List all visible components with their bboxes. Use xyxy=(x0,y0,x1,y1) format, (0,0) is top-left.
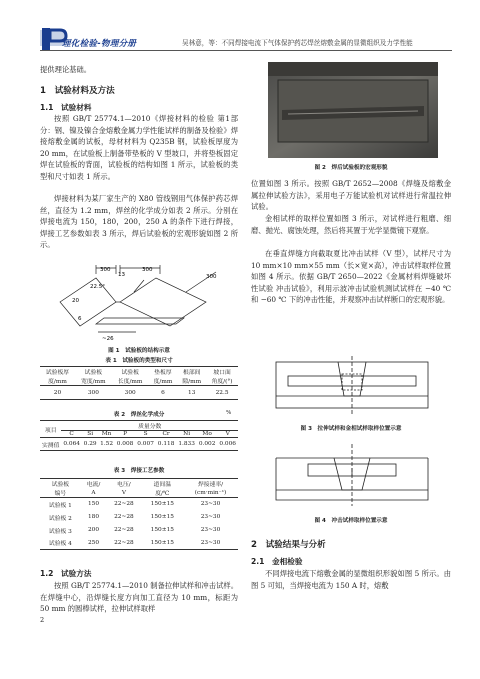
table-cell: 试验板 2 xyxy=(48,515,72,522)
table-cell: V xyxy=(225,431,230,437)
table-cell: 13 xyxy=(188,389,196,396)
table-cell: 道间温 xyxy=(153,482,172,488)
table-cell: Ni xyxy=(183,431,191,437)
table-cell: 180 xyxy=(87,514,100,520)
table-cell: 根部间 xyxy=(183,370,201,376)
fig1-dim-4: 22.5° xyxy=(90,284,105,290)
fig1-dim-5: 20 xyxy=(72,298,79,304)
table-cell: Si xyxy=(87,431,94,437)
fig1-dim-2: 13 xyxy=(118,272,125,278)
right-paragraph-1: 位置如图 3 所示。按照 GB/T 2652—2008《焊缝及熔敷金属拉伸试验方法》，采用电子万能试验机对试样进行常温拉伸试验。 xyxy=(251,179,451,212)
table-cell: Mn xyxy=(101,431,112,437)
table-cell: 度/mm xyxy=(48,379,67,385)
table-cell: S xyxy=(143,431,148,437)
table-cell: 试验板 xyxy=(51,482,70,488)
right-paragraph-3: 在垂直焊缝方向截取夏比冲击试样（V 型），试样尺寸为 10 mm×10 mm×55 mm（长×宽×高），冲击试样取样位置如图 4 所示。依据 GB/T 2650—2022《金属材料焊缝破坏性试验 冲击试验》，利用示波冲击试验机测试试样在 −40 ℃ 和 −60 ℃ 下的冲击性能，并观察冲击试样断口的宏观形貌。 xyxy=(251,249,451,305)
table-cell: 度/mm xyxy=(153,379,173,385)
table-cell: 0.118 xyxy=(157,441,175,447)
table-2 xyxy=(40,420,238,451)
table-3-caption: 表 3 焊接工艺参数 xyxy=(113,468,165,474)
table-cell: 质量分数 xyxy=(61,421,238,431)
table-cell: 0.008 xyxy=(116,441,134,447)
table-cell: 22~28 xyxy=(114,527,134,533)
table-cell: 焊接速率/ xyxy=(197,482,224,488)
figure-4-impact-sampling-diagram xyxy=(268,440,436,510)
section-1-1-paragraph-2: 焊接材料为某厂家生产的 X80 管线钢用气体保护药芯焊丝，直径为 1.2 mm，焊丝的化学成分如表 2 所示。分别在焊接电流为 150，180，200，250 A 的条件下进行焊接，焊接工艺参数如表 3 所示，焊后试验板的宏观形貌如图 2 所示。 xyxy=(40,194,238,250)
table-cell: 150±15 xyxy=(150,527,174,533)
table-cell: 宽度/mm xyxy=(81,379,106,385)
page-number: 2 xyxy=(40,616,45,624)
table-1 xyxy=(40,366,238,400)
table-cell: 0.007 xyxy=(137,441,154,447)
fig1-dim-1: 300 xyxy=(100,267,111,273)
table-cell: 200 xyxy=(87,527,100,533)
journal-brand: 理化检验-物理分册 xyxy=(62,39,137,49)
table-cell: 20 xyxy=(53,389,62,396)
table-cell: (cm·min⁻¹) xyxy=(194,489,227,496)
table-cell: 试验板 1 xyxy=(48,502,72,509)
table-cell: 实测值 xyxy=(41,442,60,449)
fig1-dim-6: 6 xyxy=(78,316,82,322)
fig1-dim-3: 300 xyxy=(142,267,153,273)
table-cell: 23~30 xyxy=(200,539,221,546)
table-cell: 0.29 xyxy=(83,441,97,447)
fig1-dim-8: 300 xyxy=(206,274,217,280)
figure-1-caption: 图 1 试验板的结构示意 xyxy=(108,348,170,354)
table-cell: 项目 xyxy=(40,421,61,438)
table-3 xyxy=(40,478,238,550)
table-2-caption: 表 2 焊丝化学成分 xyxy=(113,412,165,418)
section-1-heading: 1 试验材料及方法 xyxy=(40,86,115,96)
table-cell: A xyxy=(91,489,96,496)
table-cell: 1.52 xyxy=(100,441,114,447)
table-cell: 23~30 xyxy=(200,501,221,508)
section-1-2-heading: 1.2 试验方法 xyxy=(40,569,92,578)
table-2-unit: % xyxy=(226,410,232,416)
table-cell: 垫板厚 xyxy=(154,370,172,376)
fig1-dim-7: ~26 xyxy=(102,336,114,342)
table-cell: 试验板 3 xyxy=(48,528,72,535)
figure-3-caption: 图 3 拉伸试样和金相试样取样位置示意 xyxy=(300,426,402,432)
table-cell: C xyxy=(69,431,74,437)
table-cell: 坡口面 xyxy=(213,370,231,376)
section-1-1-paragraph-1: 按照 GB/T 25774.1—2010《焊接材料的检验 第1部分：钢、镍及镍合金熔敷金属力学性能试样的制备及检验》焊接熔敷金属的试板，母材材料为 Q235B 钢，试验板厚度为 20 mm，在试验板上制备带垫板的 V 型坡口，并将垫板固定焊在试验板的背面，试验板的结构如图 1 所示，试验板的类型和尺寸如表 1 所示。 xyxy=(40,114,238,181)
intro-tail: 提供理论基础。 xyxy=(40,65,92,74)
right-paragraph-2: 金相试样的取样位置如图 3 所示，对试样进行粗磨、细磨、抛光、腐蚀处理，然后将其置于光学显微镜下观察。 xyxy=(251,214,451,235)
running-title: 吴林意，等：不同焊接电流下气体保护药芯焊丝熔敷金属的显微组织及力学性能 xyxy=(182,39,413,47)
table-cell: 150±15 xyxy=(150,501,174,508)
table-cell: 22.5 xyxy=(215,389,229,396)
figure-4-caption: 图 4 冲击试样取样位置示意 xyxy=(314,518,388,524)
table-cell: 0.064 xyxy=(63,441,80,447)
section-2-1-heading: 2.1 金相检验 xyxy=(251,557,303,566)
table-cell: 度/℃ xyxy=(155,491,170,497)
table-cell: 22~28 xyxy=(114,514,134,520)
table-cell: Mo xyxy=(202,431,212,437)
table-cell: 0.002 xyxy=(198,441,216,447)
section-1-2-paragraph: 按照 GB/T 25774.1—2010 制备拉伸试样和冲击试样。在焊缝中心，沿焊缝长度方向加工直径为 10 mm，标距为 50 mm 的圆棒试样，拉伸试样取样 xyxy=(40,581,238,614)
table-cell: 编号 xyxy=(54,491,67,497)
header-rule xyxy=(40,50,452,51)
table-cell: 250 xyxy=(87,539,100,546)
table-cell: 电流/ xyxy=(86,482,101,488)
table-cell: 150±15 xyxy=(150,514,174,520)
table-cell: Cr xyxy=(162,431,170,437)
table-cell: 23~30 xyxy=(200,527,221,533)
table-cell: 150 xyxy=(87,501,100,508)
figure-2-caption: 图 2 焊后试验板的宏观形貌 xyxy=(314,165,388,171)
table-cell: 试验板厚 xyxy=(45,370,70,376)
table-cell: 6 xyxy=(161,389,165,396)
table-1-caption: 表 1 试验板的类型和尺寸 xyxy=(105,358,173,364)
table-cell: 1.833 xyxy=(178,441,195,447)
table-cell: 试验板 xyxy=(121,370,139,376)
table-cell: 23~30 xyxy=(200,514,221,520)
table-cell: 300 xyxy=(87,389,99,396)
figure-3-tensile-sampling-diagram xyxy=(268,352,436,420)
table-cell: 电压/ xyxy=(117,482,131,488)
section-2-1-paragraph: 不同焊接电流下熔敷金属的显微组织形貌如图 5 所示。由图 5 可知，当焊接电流为 150 A 时，熔敷 xyxy=(251,569,451,590)
table-cell: 22~28 xyxy=(114,501,134,508)
table-cell: 试验板 4 xyxy=(48,541,72,548)
table-cell: 角度/(°) xyxy=(211,379,233,385)
table-cell: P xyxy=(123,431,128,437)
figure-2-plate-photo xyxy=(268,62,438,158)
table-cell: 试验板 xyxy=(84,370,103,376)
table-cell: V xyxy=(121,489,126,496)
table-cell: 长度/mm xyxy=(117,379,143,385)
table-cell: 22~28 xyxy=(114,539,134,546)
table-cell: 150±15 xyxy=(150,539,174,546)
section-1-1-heading: 1.1 试验材料 xyxy=(40,103,92,112)
table-cell: 隙/mm xyxy=(182,379,202,385)
table-cell: 0.006 xyxy=(219,441,236,447)
table-cell: 300 xyxy=(124,389,136,396)
figure-1-groove-diagram xyxy=(56,262,226,344)
section-2-heading: 2 试验结果与分析 xyxy=(251,540,326,550)
